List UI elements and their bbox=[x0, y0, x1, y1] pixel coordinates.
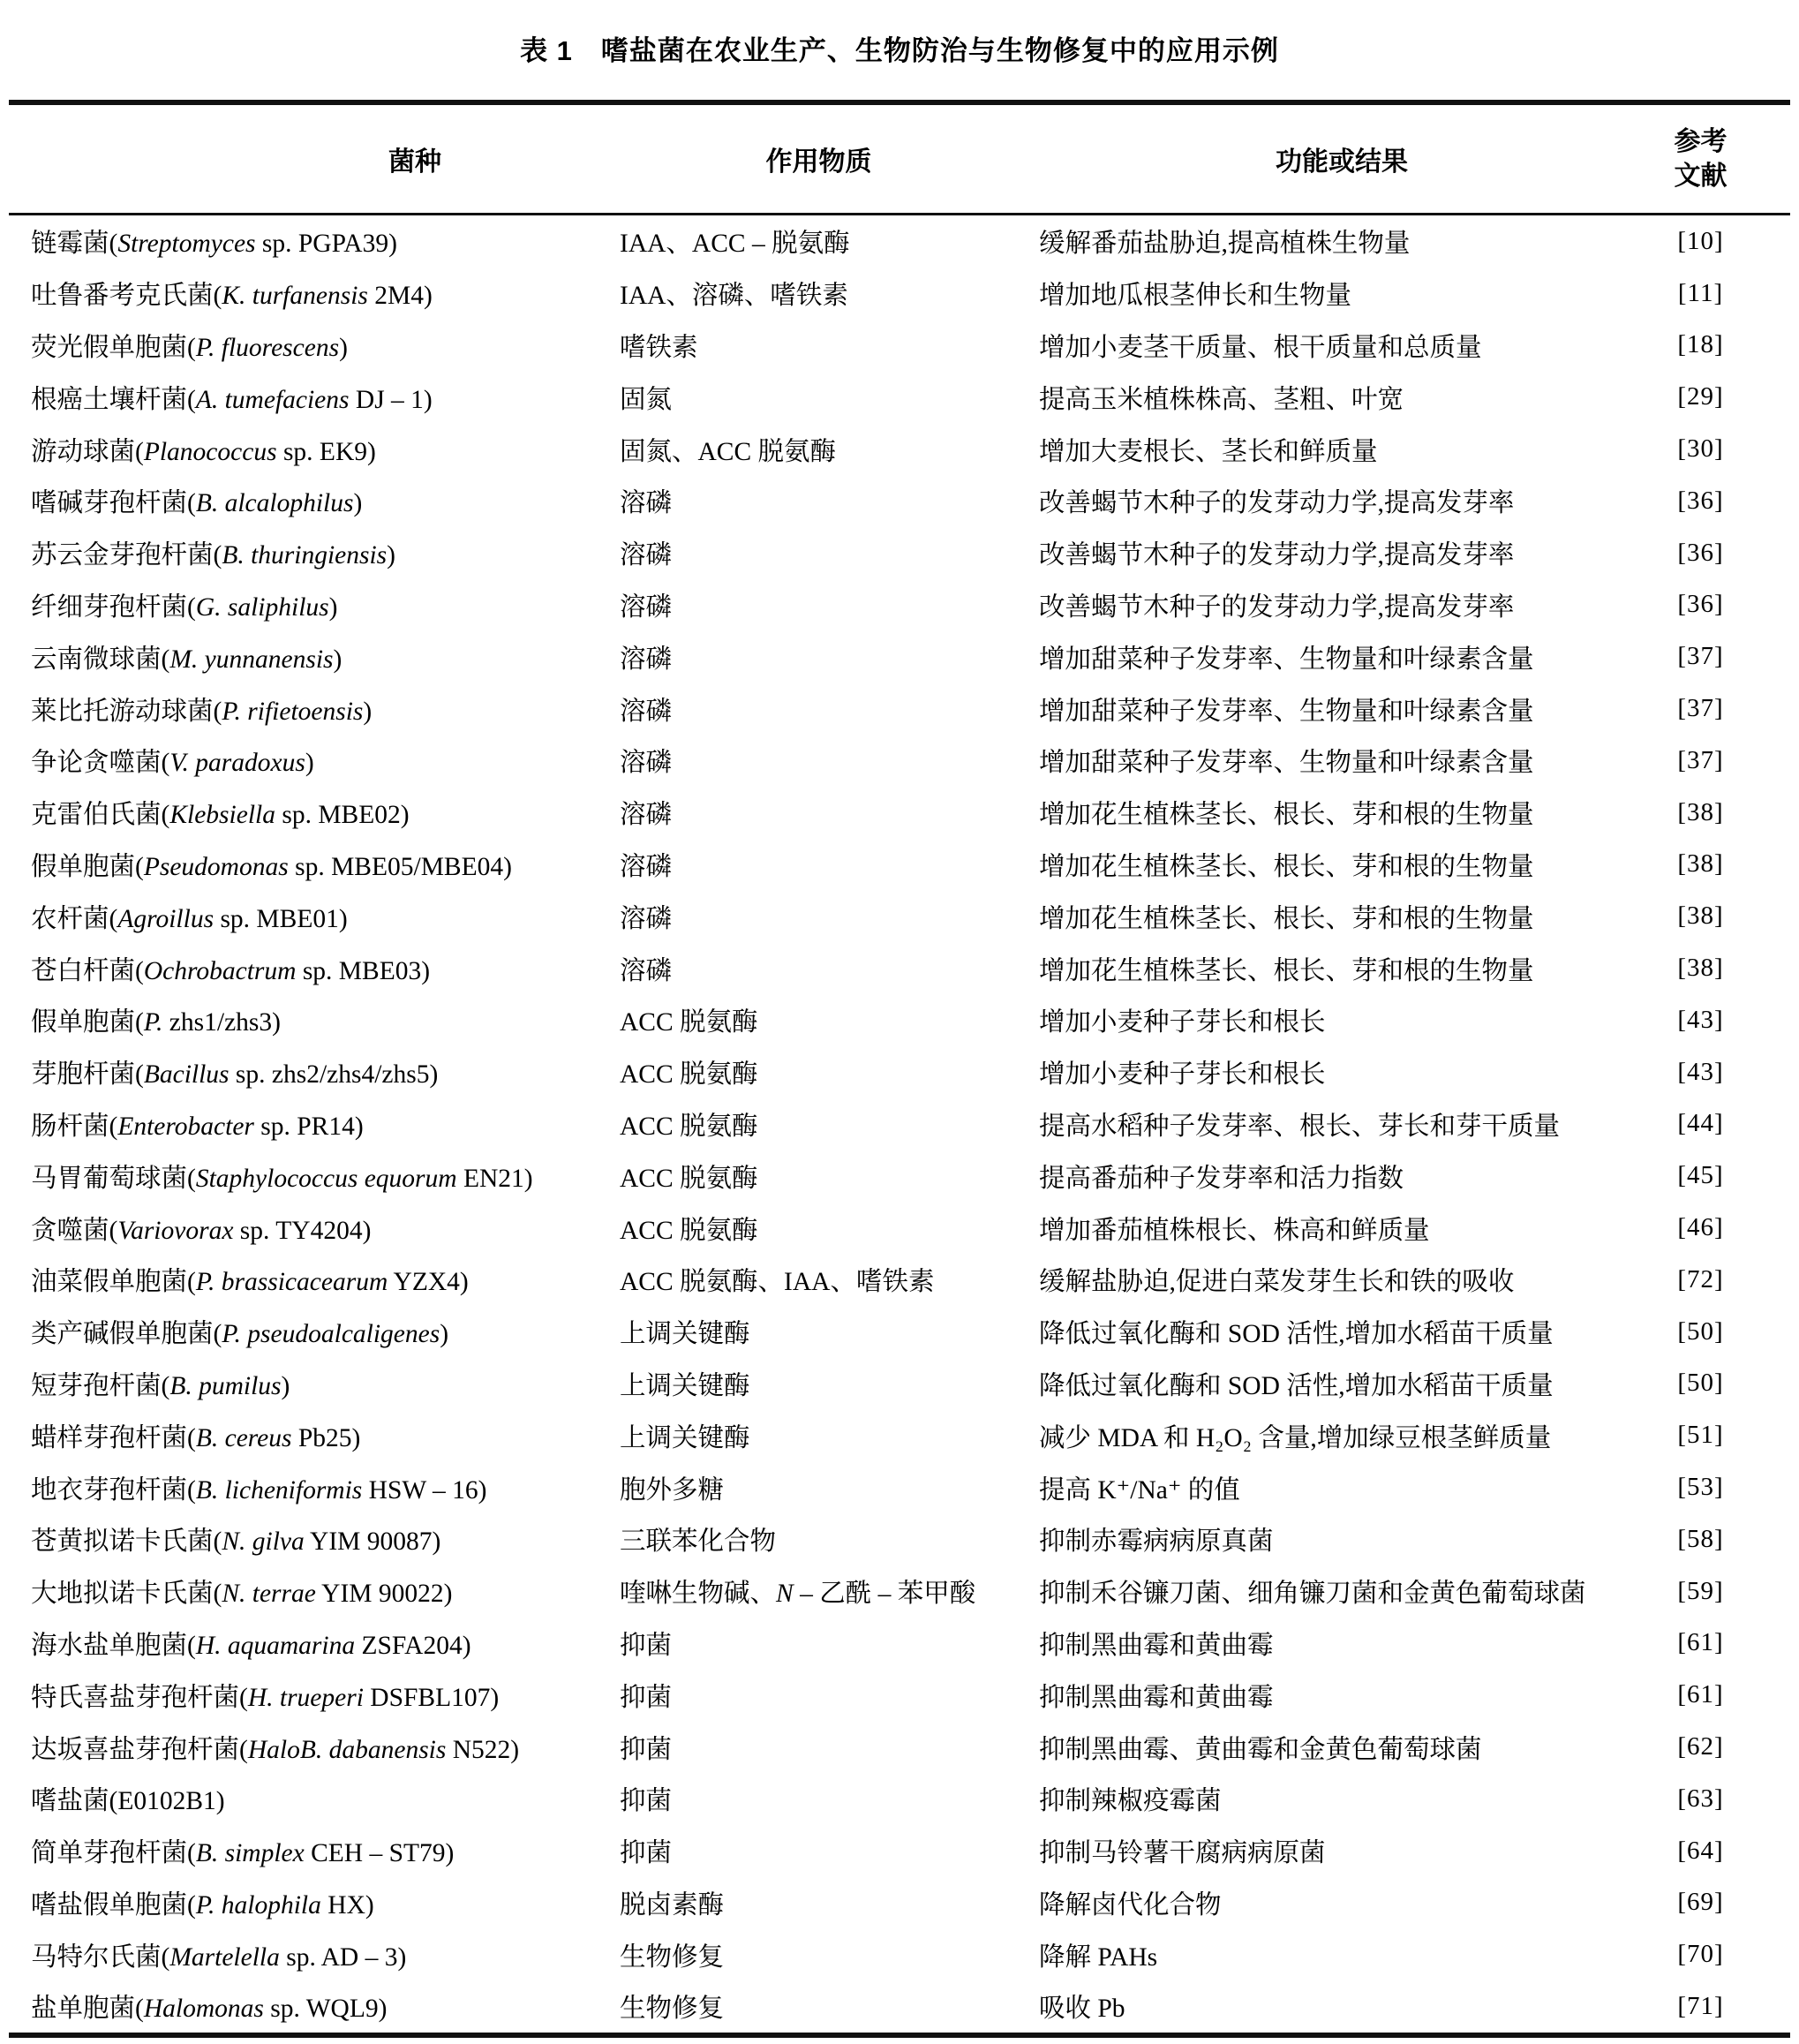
species-cell: 争论贪噬菌(V. paradoxus) bbox=[31, 749, 314, 778]
substance-cell: 抑菌 bbox=[620, 1735, 673, 1764]
header-species: 菌种 bbox=[388, 147, 441, 177]
function-cell: 改善蝎节木种子的发芽动力学,提高发芽率 bbox=[1039, 489, 1515, 518]
reference-cell: [37] bbox=[1677, 642, 1724, 671]
function-cell: 改善蝎节木种子的发芽动力学,提高发芽率 bbox=[1039, 541, 1515, 570]
function-cell: 增加花生植株茎长、根长、芽和根的生物量 bbox=[1039, 801, 1534, 830]
function-cell: 增加花生植株茎长、根长、芽和根的生物量 bbox=[1039, 852, 1534, 881]
reference-cell: [30] bbox=[1677, 434, 1724, 464]
substance-cell: ACC 脱氨酶 bbox=[620, 1008, 758, 1037]
function-cell: 增加甜菜种子发芽率、生物量和叶绿素含量 bbox=[1039, 749, 1534, 778]
reference-cell: [44] bbox=[1677, 1109, 1724, 1138]
species-cell: 芽胞杆菌(Bacillus sp. zhs2/zhs4/zhs5) bbox=[31, 1060, 439, 1090]
table-row bbox=[9, 1409, 1790, 1461]
reference-cell: [10] bbox=[1677, 226, 1724, 255]
header-function: 功能或结果 bbox=[1276, 147, 1408, 177]
species-cell: 嗜盐菌(E0102B1) bbox=[31, 1787, 225, 1816]
table-row bbox=[9, 1825, 1790, 1877]
table-body bbox=[9, 215, 1790, 2038]
header-substance: 作用物质 bbox=[765, 147, 872, 177]
reference-cell: [69] bbox=[1677, 1888, 1724, 1917]
substance-cell: 抑菌 bbox=[620, 1787, 673, 1816]
substance-cell: 溶磷 bbox=[620, 645, 673, 674]
species-cell: 农杆菌(Agroillus sp. MBE01) bbox=[31, 904, 348, 933]
substance-cell: 抑菌 bbox=[620, 1683, 673, 1712]
substance-cell: 溶磷 bbox=[620, 592, 673, 622]
substance-cell: 固氮、ACC 脱氨酶 bbox=[620, 437, 837, 466]
species-cell: 荧光假单胞菌(P. fluorescens) bbox=[31, 333, 348, 362]
table-row bbox=[9, 683, 1790, 735]
table-row bbox=[9, 1358, 1790, 1410]
function-cell: 抑制黑曲霉、黄曲霉和金黄色葡萄球菌 bbox=[1039, 1735, 1482, 1764]
table-row bbox=[9, 1721, 1790, 1773]
table-row bbox=[9, 1513, 1790, 1565]
function-cell: 增加地瓜根茎伸长和生物量 bbox=[1039, 282, 1352, 311]
table-row bbox=[9, 630, 1790, 683]
function-cell: 增加甜菜种子发芽率、生物量和叶绿素含量 bbox=[1039, 697, 1534, 726]
substance-cell: ACC 脱氨酶 bbox=[620, 1164, 758, 1193]
species-cell: 苏云金芽孢杆菌(B. thuringiensis) bbox=[31, 541, 395, 570]
species-cell: 链霉菌(Streptomyces sp. PGPA39) bbox=[31, 230, 397, 259]
species-cell: 贪噬菌(Variovorax sp. TY4204) bbox=[31, 1216, 372, 1245]
species-cell: 肠杆菌(Enterobacter sp. PR14) bbox=[31, 1112, 364, 1141]
substance-cell: 溶磷 bbox=[620, 852, 673, 881]
species-cell: 油菜假单胞菌(P. brassicacearum YZX4) bbox=[31, 1268, 469, 1297]
species-cell: 吐鲁番考克氏菌(K. turfanensis 2M4) bbox=[31, 282, 433, 311]
substance-cell: 溶磷 bbox=[620, 489, 673, 518]
function-cell: 抑制马铃薯干腐病病原菌 bbox=[1039, 1839, 1326, 1868]
reference-cell: [38] bbox=[1677, 849, 1724, 879]
reference-cell: [63] bbox=[1677, 1784, 1724, 1813]
table-row bbox=[9, 371, 1790, 423]
substance-cell: 抑菌 bbox=[620, 1631, 673, 1660]
header-reference bbox=[1655, 124, 1790, 193]
substance-cell: 抑菌 bbox=[620, 1839, 673, 1868]
species-cell: 达坂喜盐芽孢杆菌(HaloB. dabanensis N522) bbox=[31, 1735, 520, 1764]
species-cell: 嗜盐假单胞菌(P. halophila HX) bbox=[31, 1890, 374, 1920]
function-cell: 减少 MDA 和 H₂O₂ 含量,增加绿豆根茎鲜质量 bbox=[1039, 1423, 1552, 1452]
substance-cell: ACC 脱氨酶、IAA、嗜铁素 bbox=[620, 1268, 935, 1297]
reference-cell: [11] bbox=[1677, 278, 1724, 307]
species-cell: 根癌土壤杆菌(A. tumefaciens DJ – 1) bbox=[31, 385, 433, 414]
table-row bbox=[9, 1150, 1790, 1202]
species-cell: 苍黄拟诺卡氏菌(N. gilva YIM 90087) bbox=[31, 1527, 441, 1557]
table-row bbox=[9, 1980, 1790, 2033]
function-cell: 抑制禾谷镰刀菌、细角镰刀菌和金黄色葡萄球菌 bbox=[1039, 1580, 1586, 1609]
reference-cell: [36] bbox=[1677, 486, 1724, 515]
table-row bbox=[9, 1618, 1790, 1670]
table-header-row bbox=[9, 100, 1790, 215]
substance-cell: IAA、溶磷、嗜铁素 bbox=[620, 282, 848, 311]
reference-cell: [51] bbox=[1677, 1421, 1724, 1450]
reference-cell: [29] bbox=[1677, 382, 1724, 411]
substance-cell: 上调关键酶 bbox=[620, 1320, 750, 1349]
species-cell: 云南微球菌(M. yunnanensis) bbox=[31, 645, 342, 674]
function-cell: 增加小麦种子芽长和根长 bbox=[1039, 1060, 1326, 1090]
table-row bbox=[9, 423, 1790, 475]
function-cell: 抑制黑曲霉和黄曲霉 bbox=[1039, 1631, 1274, 1660]
table-row bbox=[9, 1306, 1790, 1358]
species-cell: 类产碱假单胞菌(P. pseudoalcaligenes) bbox=[31, 1320, 449, 1349]
species-cell: 假单胞菌(P. zhs1/zhs3) bbox=[31, 1008, 281, 1037]
species-cell: 纤细芽孢杆菌(G. saliphilus) bbox=[31, 592, 338, 622]
function-cell: 提高水稻种子发芽率、根长、芽长和芽干质量 bbox=[1039, 1112, 1561, 1141]
reference-cell: [50] bbox=[1677, 1369, 1724, 1398]
table-row bbox=[9, 1098, 1790, 1150]
table-row bbox=[9, 787, 1790, 839]
substance-cell: 脱卤素酶 bbox=[620, 1890, 725, 1920]
function-cell: 缓解番茄盐胁迫,提高植株生物量 bbox=[1039, 230, 1411, 259]
function-cell: 降解卤代化合物 bbox=[1039, 1890, 1222, 1920]
substance-cell: 溶磷 bbox=[620, 749, 673, 778]
reference-cell: [50] bbox=[1677, 1316, 1724, 1346]
table-row bbox=[9, 320, 1790, 372]
substance-cell: 溶磷 bbox=[620, 541, 673, 570]
function-cell: 缓解盐胁迫,促进白菜发芽生长和铁的吸收 bbox=[1039, 1268, 1515, 1297]
function-cell: 增加大麦根长、茎长和鲜质量 bbox=[1039, 437, 1378, 466]
table-row bbox=[9, 1046, 1790, 1098]
function-cell: 改善蝎节木种子的发芽动力学,提高发芽率 bbox=[1039, 592, 1515, 622]
species-cell: 海水盐单胞菌(H. aquamarina ZSFA204) bbox=[31, 1631, 471, 1660]
substance-cell: 溶磷 bbox=[620, 904, 673, 933]
table-row bbox=[9, 735, 1790, 787]
species-cell: 嗜碱芽孢杆菌(B. alcalophilus) bbox=[31, 489, 363, 518]
species-cell: 盐单胞菌(Halomonas sp. WQL9) bbox=[31, 1995, 388, 2024]
reference-cell: [37] bbox=[1677, 694, 1724, 723]
reference-cell: [38] bbox=[1677, 901, 1724, 931]
function-cell: 降低过氧化酶和 SOD 活性,增加水稻苗干质量 bbox=[1039, 1371, 1554, 1400]
table-title: 表 1 嗜盐菌在农业生产、生物防治与生物修复中的应用示例 bbox=[520, 35, 1279, 66]
substance-cell: ACC 脱氨酶 bbox=[620, 1060, 758, 1090]
reference-cell: [62] bbox=[1677, 1732, 1724, 1761]
table-row bbox=[9, 890, 1790, 942]
reference-cell: [61] bbox=[1677, 1628, 1724, 1657]
reference-cell: [18] bbox=[1677, 330, 1724, 359]
table-row bbox=[9, 1202, 1790, 1254]
reference-cell: [36] bbox=[1677, 538, 1724, 567]
table-row bbox=[9, 942, 1790, 994]
reference-cell: [72] bbox=[1677, 1264, 1724, 1294]
function-cell: 增加小麦茎干质量、根干质量和总质量 bbox=[1039, 333, 1482, 362]
function-cell: 提高番茄种子发芽率和活力指数 bbox=[1039, 1164, 1404, 1193]
substance-cell: ACC 脱氨酶 bbox=[620, 1216, 758, 1245]
species-cell: 蜡样芽孢杆菌(B. cereus Pb25) bbox=[31, 1423, 361, 1452]
species-cell: 游动球菌(Planococcus sp. EK9) bbox=[31, 437, 376, 466]
reference-cell: [43] bbox=[1677, 1057, 1724, 1086]
substance-cell: 溶磷 bbox=[620, 801, 673, 830]
substance-cell: IAA、ACC – 脱氨酶 bbox=[620, 230, 850, 259]
function-cell: 增加番茄植株根长、株高和鲜质量 bbox=[1039, 1216, 1430, 1245]
function-cell: 抑制赤霉病病原真菌 bbox=[1039, 1527, 1274, 1557]
reference-cell: [64] bbox=[1677, 1836, 1724, 1865]
table-row bbox=[9, 579, 1790, 631]
header-reference-line1: 参考 bbox=[1674, 127, 1727, 156]
reference-cell: [45] bbox=[1677, 1161, 1724, 1190]
reference-cell: [46] bbox=[1677, 1213, 1724, 1242]
table-row bbox=[9, 1461, 1790, 1513]
reference-cell: [53] bbox=[1677, 1473, 1724, 1502]
species-cell: 假单胞菌(Pseudomonas sp. MBE05/MBE04) bbox=[31, 852, 512, 881]
species-cell: 莱比托游动球菌(P. rifietoensis) bbox=[31, 697, 373, 726]
table-row bbox=[9, 1928, 1790, 1980]
function-cell: 提高玉米植株株高、茎粗、叶宽 bbox=[1039, 385, 1404, 414]
table-row bbox=[9, 1773, 1790, 1825]
species-cell: 马胃葡萄球菌(Staphylococcus equorum EN21) bbox=[31, 1164, 533, 1193]
table-row bbox=[9, 215, 1790, 268]
function-cell: 提高 K⁺/Na⁺ 的值 bbox=[1039, 1475, 1240, 1505]
table-row bbox=[9, 475, 1790, 527]
substance-cell: 喹啉生物碱、N – 乙酰 – 苯甲酸 bbox=[620, 1580, 976, 1609]
function-cell: 抑制辣椒疫霉菌 bbox=[1039, 1787, 1222, 1816]
reference-cell: [70] bbox=[1677, 1940, 1724, 1969]
substance-cell: ACC 脱氨酶 bbox=[620, 1112, 758, 1141]
header-reference-line2: 文献 bbox=[1674, 162, 1727, 191]
function-cell: 抑制黑曲霉和黄曲霉 bbox=[1039, 1683, 1274, 1712]
function-cell: 增加甜菜种子发芽率、生物量和叶绿素含量 bbox=[1039, 645, 1534, 674]
table-row bbox=[9, 1669, 1790, 1721]
table-row bbox=[9, 839, 1790, 891]
species-cell: 马特尔氏菌(Martelella sp. AD – 3) bbox=[31, 1942, 407, 1972]
reference-cell: [43] bbox=[1677, 1005, 1724, 1034]
table-row bbox=[9, 1565, 1790, 1618]
substance-cell: 溶磷 bbox=[620, 697, 673, 726]
applications-table bbox=[9, 100, 1790, 2038]
substance-cell: 胞外多糖 bbox=[620, 1475, 725, 1505]
substance-cell: 上调关键酶 bbox=[620, 1423, 750, 1452]
reference-cell: [36] bbox=[1677, 590, 1724, 619]
substance-cell: 嗜铁素 bbox=[620, 333, 698, 362]
function-cell: 降解 PAHs bbox=[1039, 1942, 1158, 1972]
species-cell: 克雷伯氏菌(Klebsiella sp. MBE02) bbox=[31, 801, 410, 830]
function-cell: 增加花生植株茎长、根长、芽和根的生物量 bbox=[1039, 904, 1534, 933]
reference-cell: [58] bbox=[1677, 1524, 1724, 1553]
function-cell: 增加花生植株茎长、根长、芽和根的生物量 bbox=[1039, 956, 1534, 985]
substance-cell: 生物修复 bbox=[620, 1942, 725, 1972]
species-cell: 苍白杆菌(Ochrobactrum sp. MBE03) bbox=[31, 956, 431, 985]
table-row bbox=[9, 1254, 1790, 1306]
table-row bbox=[9, 527, 1790, 579]
species-cell: 大地拟诺卡氏菌(N. terrae YIM 90022) bbox=[31, 1580, 453, 1609]
species-cell: 简单芽孢杆菌(B. simplex CEH – ST79) bbox=[31, 1839, 455, 1868]
table-row bbox=[9, 994, 1790, 1046]
table-row bbox=[9, 1877, 1790, 1929]
function-cell: 增加小麦种子芽长和根长 bbox=[1039, 1008, 1326, 1037]
reference-cell: [38] bbox=[1677, 797, 1724, 826]
substance-cell: 上调关键酶 bbox=[620, 1371, 750, 1400]
reference-cell: [38] bbox=[1677, 954, 1724, 983]
species-cell: 特氏喜盐芽孢杆菌(H. trueperi DSFBL107) bbox=[31, 1683, 500, 1712]
species-cell: 地衣芽孢杆菌(B. licheniformis HSW – 16) bbox=[31, 1475, 487, 1505]
reference-cell: [37] bbox=[1677, 745, 1724, 774]
reference-cell: [61] bbox=[1677, 1680, 1724, 1709]
function-cell: 吸收 Pb bbox=[1039, 1995, 1125, 2024]
species-cell: 短芽孢杆菌(B. pumilus) bbox=[31, 1371, 290, 1400]
substance-cell: 溶磷 bbox=[620, 956, 673, 985]
reference-cell: [59] bbox=[1677, 1576, 1724, 1605]
table-row bbox=[9, 268, 1790, 320]
function-cell: 降低过氧化酶和 SOD 活性,增加水稻苗干质量 bbox=[1039, 1320, 1554, 1349]
substance-cell: 三联苯化合物 bbox=[620, 1527, 777, 1557]
reference-cell: [71] bbox=[1677, 1991, 1724, 2020]
substance-cell: 生物修复 bbox=[620, 1995, 725, 2024]
substance-cell: 固氮 bbox=[620, 385, 673, 414]
